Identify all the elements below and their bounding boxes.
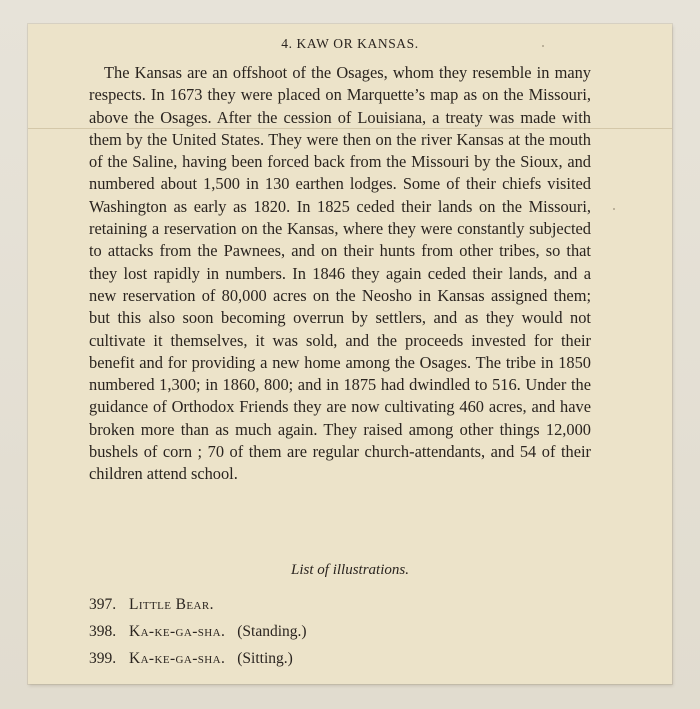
list-item xyxy=(89,621,307,648)
illustration-note: (Standing.) xyxy=(237,623,307,640)
illustration-number: 398. xyxy=(89,623,117,640)
section-heading: 4. KAW OR KANSAS. xyxy=(281,36,419,51)
illustration-name: Ka-ke-ga-sha. xyxy=(129,623,226,640)
illustration-number: 397. xyxy=(89,596,117,613)
illustrations-title: List of illustrations. xyxy=(291,562,409,578)
body-paragraph: The Kansas are an offshoot of the Osages, whom they resemble in many respects. In 1673 they were placed on Marquette’s map as on the Missouri, above the Osages. After the cession of Louisiana, a treaty was made with them by the United States. They were then on the river Kansas at the mouth of the Saline, having been forced back from the Missouri by the Sioux, and numbered about 1,500 in 130 earthen lodges. Some of their chiefs visited Washington as early as 1820. In 1825 ceded their lands on the Missouri, retaining a reservation on the Kansas, where they were constantly subjected to attacks from the Pawnees, and on their hunts from other tribes, so that they lost rapidly in numbers. In 1846 they again ceded their lands, and a new reservation of 80,000 acres on the Neosho in Kansas assigned them; but this also soon becoming overrun by settlers, and as they would not cultivate it themselves, it was sold, and the proceeds invested for their benefit and for providing a new home among the Osages. The tribe in 1850 numbered 1,300; in 1860, 800; and in 1875 had dwindled to 516. Under the guidance of Orthodox Friends they are now cultivating 460 acres, and have broken more than as much again. They raised among other things 12,000 bushels of corn ; 70 of them are regular church-attendants, and 54 of their children attend school. xyxy=(89,63,591,484)
paper-speck xyxy=(542,45,544,47)
list-item xyxy=(89,594,307,621)
paper-slip xyxy=(28,24,672,684)
illustration-name: Little Bear. xyxy=(129,596,214,613)
illustration-number: 399. xyxy=(89,650,117,667)
illustration-note: (Sitting.) xyxy=(237,650,293,667)
list-item xyxy=(89,648,307,675)
illustrations-list xyxy=(89,594,307,675)
paper-speck xyxy=(613,208,615,210)
illustration-name: Ka-ke-ga-sha. xyxy=(129,650,226,667)
